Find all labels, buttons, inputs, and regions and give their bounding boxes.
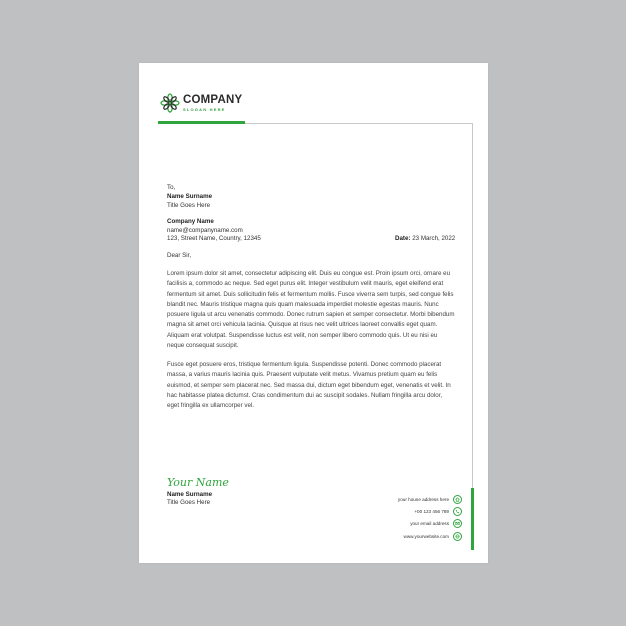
email-icon — [453, 519, 462, 528]
recipient-email: name@companyname.com — [167, 227, 243, 234]
contact-phone-text: +00 123 456 789 — [414, 509, 449, 514]
side-divider — [472, 123, 473, 500]
letter-date — [395, 235, 455, 243]
contact-website — [404, 532, 462, 541]
home-icon — [453, 495, 462, 504]
recipient-address: 123, Street Name, Country, 12345 — [167, 235, 261, 242]
recipient-name: Name Surname — [167, 193, 213, 200]
signer-title: Title Goes Here — [167, 499, 211, 506]
signer-name: Name Surname — [167, 491, 213, 498]
body-paragraph-2: Fusce eget posuere eros, tristique fermentum ligula. Suspendisse potenti. Donec commodo placerat massa, a varius mauris lacinia quis. Praesent vulputate velit metus. Vivamus pretium quam eu felis euismod, et semper sem placerat nec. Sed massa dui, dictum eget bibendum eget, venenatis et velit. In hac habitasse platea dictumst. Cras condimentum dui ac suscipit sodales. Nullam fringilla arcu dolor, eget fringilla ex ullamcorper vel. — [167, 361, 451, 410]
contact-address — [398, 495, 462, 504]
phone-icon — [453, 507, 462, 516]
contact-address-text: your houne address here — [397, 497, 449, 502]
greeting: Dear Sir, — [167, 252, 192, 259]
recipient-title: Title Goes Here — [167, 202, 211, 209]
header-accent-bar — [158, 121, 245, 124]
date-value: 23 March, 2022 — [412, 235, 456, 242]
recipient-company: Company Name — [167, 218, 214, 225]
globe-icon — [453, 532, 462, 541]
body-paragraph-1: Lorem ipsum dolor sit amet, consectetur adipiscing elit. Duis eu congue est. Proin ipsum orci, ornare eu facilisis a, commodo ac neque. Sed eget purus elit. Integer vestibulum velit mauris, eget eleifend erat fermentum sit amet. Duis sollicitudin felis et fermentum mollis. Fusce viverra sem turpis, sed congue felis blandit nec. Mauris tristique magna quis quam malesuada imperdiet molestie egestas mauris. Nunc posuere ligula ut arcu venenatis commodo. Donec rutrum sapien et semper consectetur. Morbi bibendum magna sit amet orci vehicula lacinia. Quisque at risus nec velit ultrices laoreet convallis eget quam. Aliquam erat volutpat. Suspendisse luctus est velit, non semper libero commodo quis. Ut eu nisi eu neque consequat suscipit. — [167, 270, 455, 350]
contact-email-text: your email address — [410, 521, 449, 526]
signature: Your Name — [167, 476, 229, 489]
date-label: Date: — [395, 235, 411, 242]
company-logo — [160, 93, 242, 113]
company-wordmark: COMPANY — [183, 93, 243, 106]
letterhead-page — [139, 63, 488, 563]
to-label: To, — [167, 184, 176, 191]
contact-email — [410, 519, 462, 528]
side-accent-bar — [471, 488, 474, 550]
contact-website-text: www.yourwebsite.com — [403, 534, 449, 539]
flower-logo-icon — [160, 93, 180, 113]
contact-phone — [414, 507, 462, 516]
company-slogan: SLOGAN HERE — [183, 106, 226, 112]
